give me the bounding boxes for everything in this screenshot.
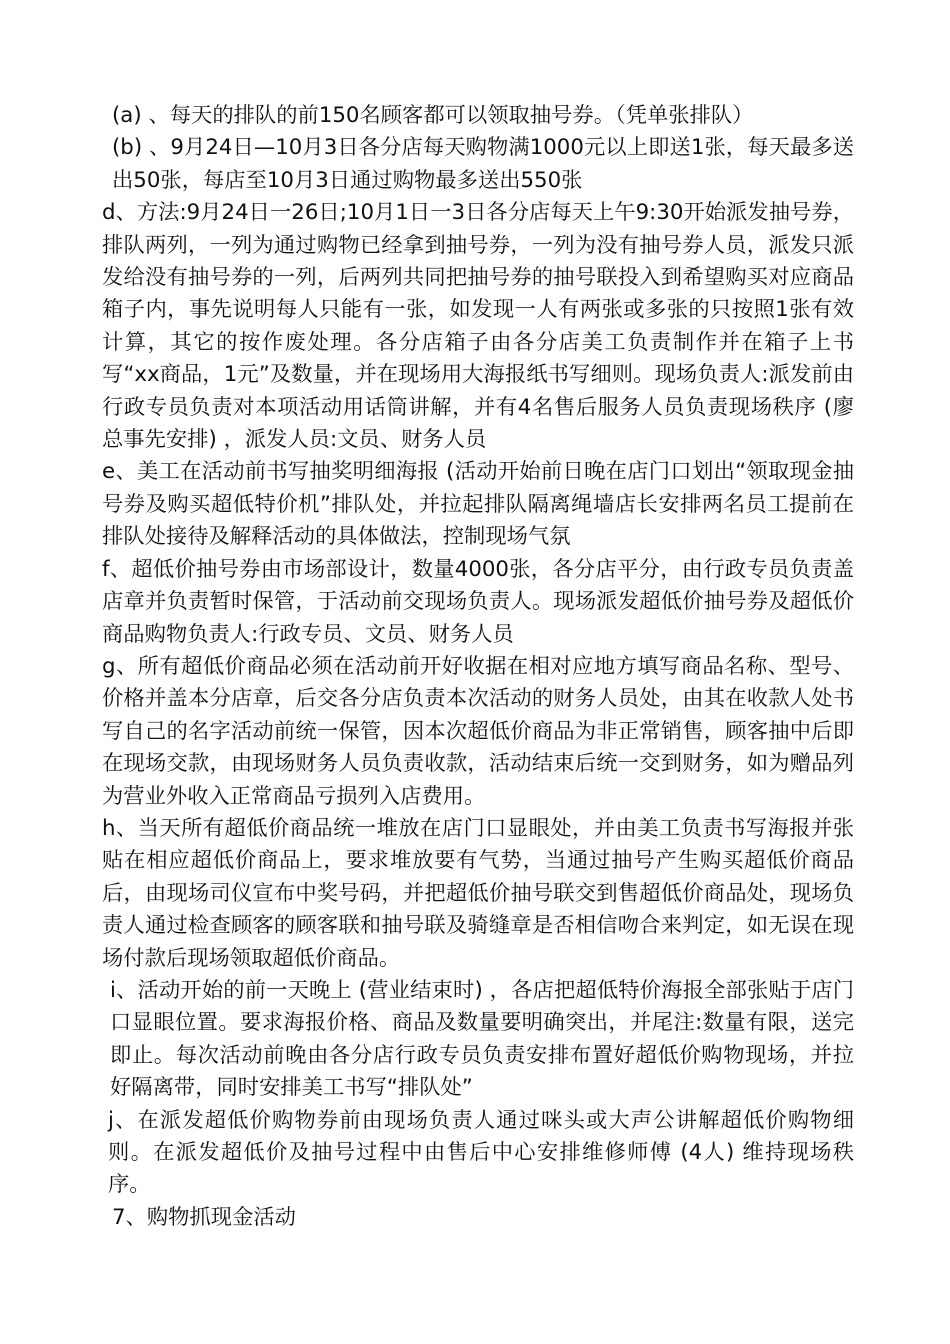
paragraph-i: i、活动开始的前一天晚上 (营业结束时) ，各店把超低特价海报全部张贴于店门口显眼位置。要求海报价格、商品及数量要明确突出，并尾注:数量有限，送完即止。每次活动前晚由各分店行政专员负责安排布置好超低价购物现场，并拉好隔离带，同时安排美工书写“排队处”: [110, 977, 854, 1101]
paragraph-a: (a) 、每天的排队的前150名顾客都可以领取抽号券。（凭单张排队）: [112, 103, 754, 128]
paragraph-b: (b) 、9月24日—10月3日各分店每天购物满1000元以上即送1张，每天最多送出50张，每店至10月3日通过购物最多送出550张: [112, 135, 854, 193]
paragraph-d: d、方法:9月24日一26日;10月1日一3日各分店每天上午9:30开始派发抽号券，排队两列，一列为通过购物已经拿到抽号券，一列为没有抽号券人员，派发只派发给没有抽号券的一列，后两列共同把抽号券的抽号联投入到希望购买对应商品箱子内，事先说明每人只能有一张，如发现一人有两张或多张的只按照1张有效计算，其它的按作废处理。各分店箱子由各分店美工负责制作并在箱子上书写“xx商品，1元”及数量，并在现场用大海报纸书写细则。现场负责人:派发前由行政专员负责对本项活动用话筒讲解，并有4名售后服务人员负责现场秩序 (廖总事先安排) ，派发人员:文员、财务人员: [102, 200, 854, 453]
section-heading-7: 7、购物抓现金活动: [112, 1204, 296, 1230]
paragraph-h: h、当天所有超低价商品统一堆放在店门口显眼处，并由美工负责书写海报并张贴在相应超低价商品上，要求堆放要有气势，当通过抽号产生购买超低价商品后，由现场司仪宣布中奖号码，并把超低价抽号联交到售超低价商品处，现场负责人通过检查顾客的顾客联和抽号联及骑缝章是否相信吻合来判定，如无误在现场付款后现场领取超低价商品。: [102, 815, 854, 971]
paragraph-g: g、所有超低价商品必须在活动前开好收据在相对应地方填写商品名称、型号、价格并盖本分店章，后交各分店负责本次活动的财务人员处，由其在收款人处书写自己的名字活动前统一保管，因本次超低价商品为非正常销售，顾客抽中后即在现场交款，由现场财务人员负责收款，活动结束后统一交到财务，如为赠品列为营业外收入正常商品亏损列入店费用。: [102, 653, 854, 809]
paragraph-e: e、美工在活动前书写抽奖明细海报 (活动开始前日晚在店门口划出“领取现金抽号券及购买超低特价机”排队处，并拉起排队隔离绳墙店长安排两名员工提前在排队处接待及解释活动的具体做法，控制现场气氛: [102, 459, 854, 550]
paragraph-f: f、超低价抽号券由市场部设计，数量4000张，各分店平分，由行政专员负责盖店章并负责暂时保管，于活动前交现场负责人。现场派发超低价抽号券及超低价商品购物负责人:行政专员、文员、财务人员: [102, 556, 854, 647]
paragraph-j: j、在派发超低价购物券前由现场负责人通过咪头或大声公讲解超低价购物细则。在派发超低价及抽号过程中由售后中心安排维修师傅 (4人) 维持现场秩序。: [108, 1107, 854, 1198]
